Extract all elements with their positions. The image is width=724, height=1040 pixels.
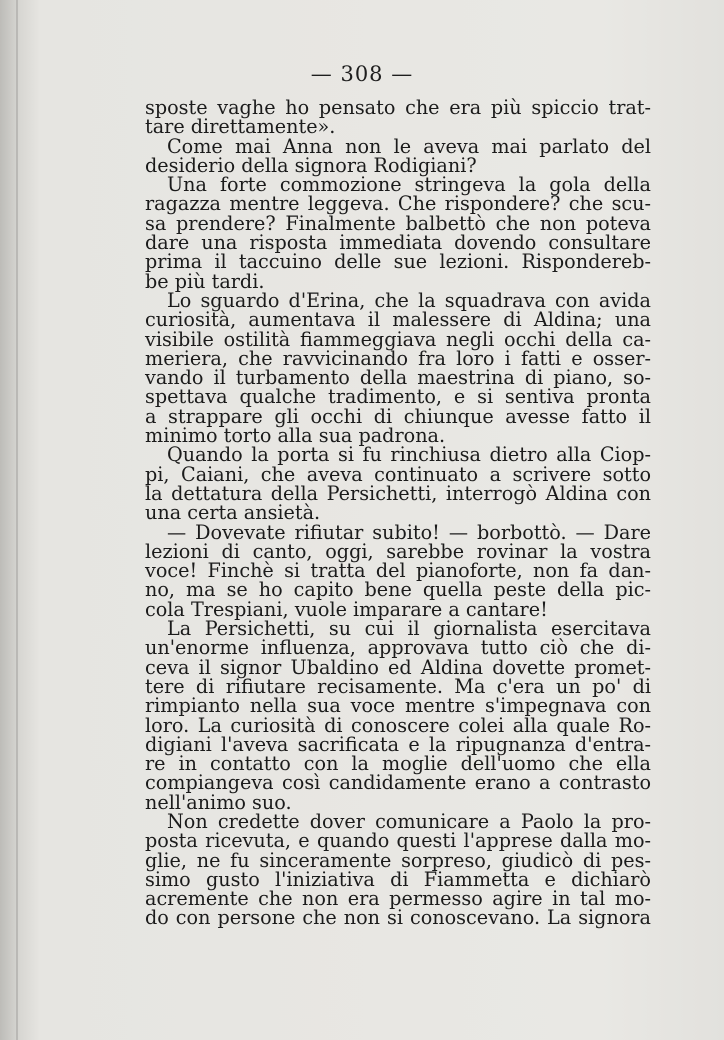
text-line: be più tardi. bbox=[145, 269, 265, 293]
text-line: pi, Caiani, che aveva continuato a scrivere sotto bbox=[145, 462, 651, 486]
text-line: digiani l'aveva sacrificata e la ripugnanza d'entra- bbox=[145, 732, 651, 756]
text-line: — Dovevate rifiutar subito! — borbottò. — Dare bbox=[167, 520, 651, 544]
text-line: voce! Finchè si tratta del pianoforte, non fa dan- bbox=[145, 559, 651, 583]
text-line: tare direttamente». bbox=[145, 115, 336, 139]
text-line: dare una risposta immediata dovendo consultare bbox=[145, 231, 651, 255]
text-line: sa prendere? Finalmente balbettò che non poteva bbox=[145, 211, 651, 235]
text-line: no, ma se ho capito bene quella peste della pic- bbox=[145, 578, 651, 602]
body-text bbox=[145, 98, 651, 928]
text-line: do con persone che non si conoscevano. La signora bbox=[145, 906, 651, 930]
text-line: Come mai Anna non le aveva mai parlato del bbox=[167, 134, 651, 158]
text-line: meriera, che ravvicinando fra loro i fatti e osser- bbox=[145, 346, 651, 370]
text-line: compiangeva così candidamente erano a contrasto bbox=[145, 771, 651, 795]
text-line: rimpianto nella sua voce mentre s'impegnava con bbox=[145, 694, 651, 718]
text-line: Lo sguardo d'Erina, che la squadrava con avida bbox=[167, 288, 651, 312]
text-line: posta ricevuta, e quando questi l'apprese dalla mo- bbox=[145, 829, 651, 853]
text-line: visibile ostilità fiammeggiava negli occhi della ca- bbox=[145, 327, 651, 351]
text-line: ceva il signor Ubaldino ed Aldina dovette promet- bbox=[145, 655, 651, 679]
text-line: curiosità, aumentava il malessere di Aldina; una bbox=[145, 308, 651, 332]
text-line: tere di rifiutare recisamente. Ma c'era un po' di bbox=[145, 674, 651, 698]
text-line: una certa ansietà. bbox=[145, 501, 321, 525]
text-line: ragazza mentre leggeva. Che rispondere? che scu- bbox=[145, 192, 651, 216]
page-number: — 308 — bbox=[310, 62, 414, 86]
text-line: desiderio della signora Rodigiani? bbox=[145, 153, 477, 177]
text-line: a strappare gli occhi di chiunque avesse fatto il bbox=[145, 404, 651, 428]
text-line: loro. La curiosità di conoscere colei alla quale Ro- bbox=[145, 713, 651, 737]
text-line: vando il turbamento della maestrina di piano, so- bbox=[145, 366, 651, 390]
text-line: cola Trespiani, vuole imparare a cantare! bbox=[145, 597, 548, 621]
text-line: acremente che non era permesso agire in tal mo- bbox=[145, 887, 651, 911]
text-line: Una forte commozione stringeva la gola della bbox=[167, 173, 651, 197]
text-line: prima il taccuino delle sue lezioni. Risponderеb- bbox=[145, 250, 651, 274]
text-line: minimo torto alla sua padrona. bbox=[145, 424, 446, 448]
text-line: glie, ne fu sinceramente sorpreso, giudicò di pes- bbox=[145, 848, 651, 872]
binding-gutter bbox=[16, 0, 18, 1040]
text-line: Non credette dover comunicare a Paolo la pro- bbox=[167, 809, 651, 833]
text-line: un'enorme influenza, approvava tutto ciò che di- bbox=[145, 636, 651, 660]
text-line: la dettatura della Persichetti, interrogò Aldina con bbox=[145, 481, 651, 505]
text-line: spettava qualche tradimento, e si sentiva pronta bbox=[145, 385, 651, 409]
text-line: nell'animo suo. bbox=[145, 790, 292, 814]
text-line: simo gusto l'iniziativa di Fiammetta e dichiarò bbox=[145, 867, 651, 891]
text-line: La Persichetti, su cui il giornalista esercitava bbox=[167, 617, 651, 641]
text-line: Quando la porta si fu rinchiusa dietro alla Ciop- bbox=[167, 443, 651, 467]
text-line: re in contatto con la moglie dell'uomo che ella bbox=[145, 752, 651, 776]
text-line: lezioni di canto, oggi, sarebbe rovinar la vostra bbox=[145, 539, 651, 563]
text-line: sposte vaghe ho pensato che era più spiccio trat- bbox=[145, 96, 651, 119]
